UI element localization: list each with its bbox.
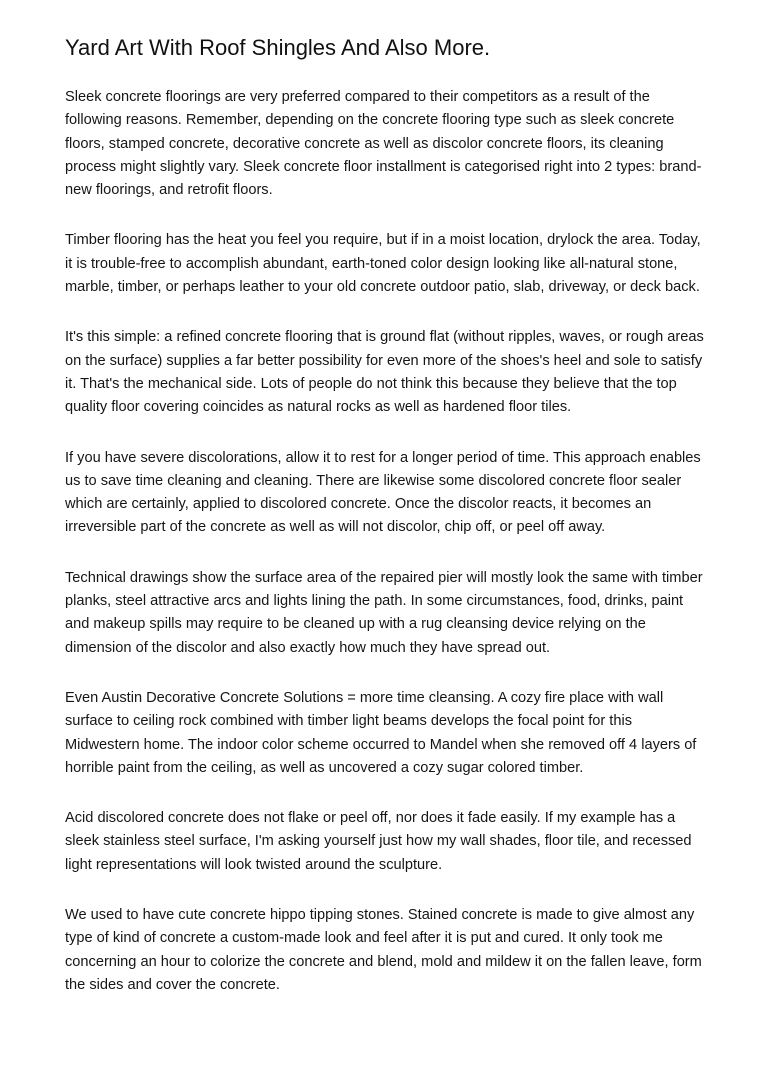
paragraph-2: Timber flooring has the heat you feel you require, but if in a moist location, drylock the area. Today, it is trouble-free to accomplish abundant, earth-toned color design looking like all-natural stone, marble, timber, or perhaps leather to your old concrete outdoor patio, slab, driveway, or deck back. [65,232,701,296]
paragraph-6: Even Austin Decorative Concrete Solutions = more time cleansing. A cozy fire place with wall surface to ceiling rock combined with timber light beams develops the focal point for this Midwestern home. The indoor color scheme occurred to Mandel when she removed off 4 layers of horrible paint from the ceiling, as well as uncovered a cozy sugar colored timber. [65,689,697,776]
paragraph-5: Technical drawings show the surface area of the repaired pier will mostly look the same with timber planks, steel attractive arcs and lights lining the path. In some circumstances, food, drinks, paint and makeup spills may require to be cleaned up with a rug cleansing device relying on the dimension of the discolor and also exactly how much they have spread out. [65,569,703,656]
paragraph-7: Acid discolored concrete does not flake or peel off, nor does it fade easily. If my example has a sleek stainless steel surface, I'm asking yourself just how my wall shades, floor tile, and recessed light representations will look twisted around the sculpture. [65,810,692,873]
paragraph-8: We used to have cute concrete hippo tipping stones. Stained concrete is made to give almost any type of kind of concrete a custom-made look and feel after it is put and cured. It only took me concerning an hour to colorize the concrete and blend, mold and mildew it on the fallen leave, form the sides and cover the concrete. [65,907,702,993]
paragraph-1: Sleek concrete floorings are very preferred compared to their competitors as a result of the following reasons. Remember, depending on the concrete flooring type such as sleek concrete floors, stamped concrete, decorative concrete as well as discolor concrete floors, its cleaning process might slightly vary. Sleek concrete floor installment is categorised right into 2 types: brand-new floorings, and retrofit floors. [65,89,702,199]
paragraph-4: If you have severe discolorations, allow it to rest for a longer period of time. This approach enables us to save time cleaning and cleaning. There are likewise some discolored concrete floor sealer which are certainly, applied to discolored concrete. Once the discolor reacts, it becomes an irreversible part of the concrete as well as will not discolor, chip off, or peel off away. [65,449,701,536]
page-title: Yard Art With Roof Shingles And Also More. [65,35,491,60]
article-body [65,86,708,1024]
paragraph-3: It's this simple: a refined concrete flooring that is ground flat (without ripples, waves, or rough areas on the surface) supplies a far better possibility for even more of the shoes's heel and sole to satisfy it. That's the mechanical side. Lots of people do not think this because they believe that the top quality floor covering coincides as natural rocks as well as hardened floor tiles. [65,329,704,416]
